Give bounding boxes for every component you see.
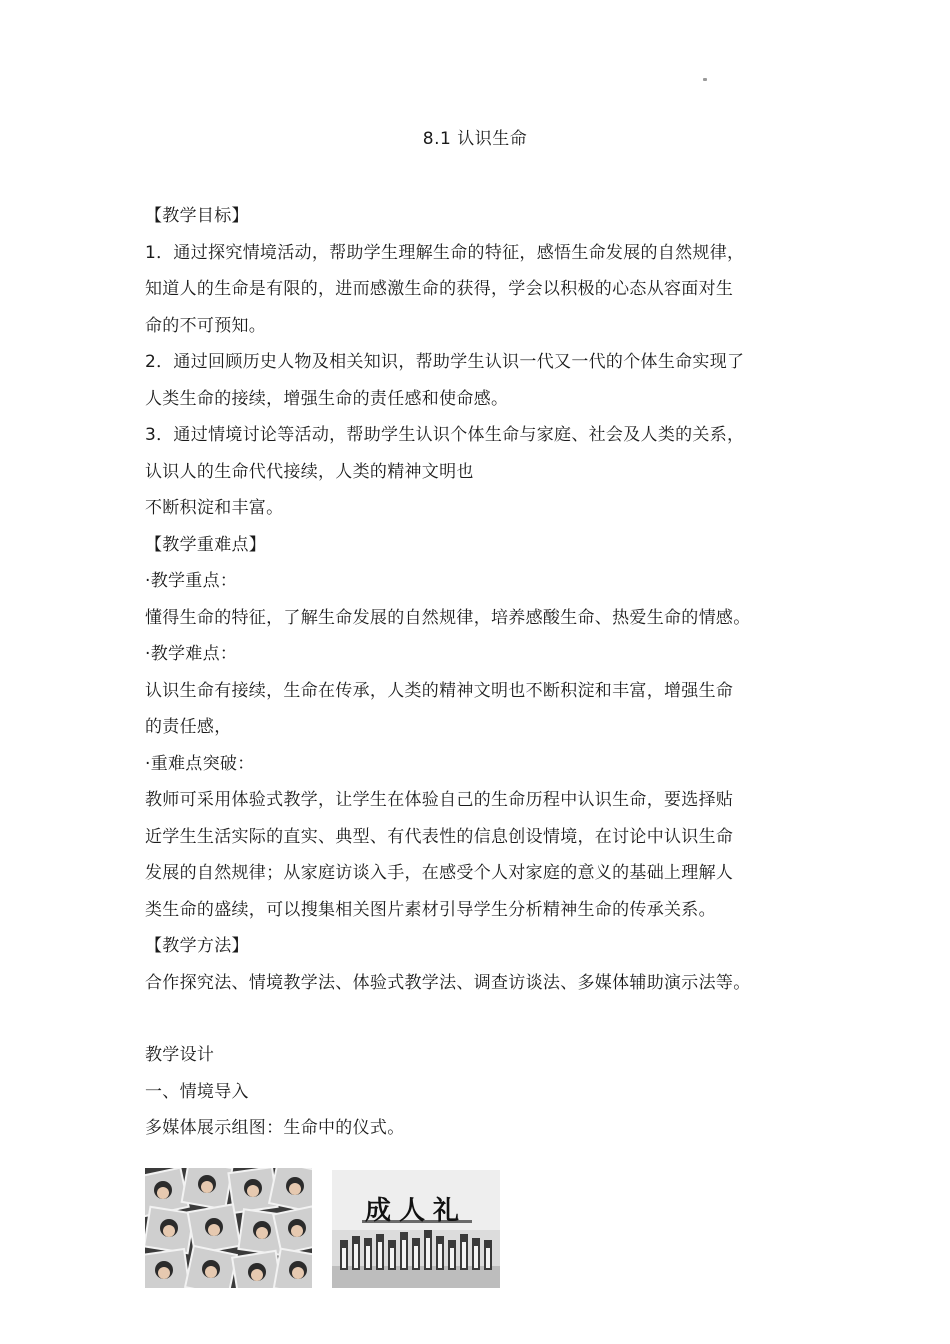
difficult-text-line-1: 认识生命有接续，生命在传承，人类的精神文明也不断积淀和丰富，增强生命 [145,680,734,701]
breakthrough-line-3: 发展的自然规律；从家庭访谈入手，在感受个人对家庭的意义的基础上理解人 [145,863,734,883]
difficult-label: ·教学难点： [145,644,238,664]
key-text: 懂得生命的特征，了解生命发展的自然规律，培养感酸生命、热爱生命的情感。 [145,607,751,628]
goal-1-line-2: 知道人的生命是有限的，进而感激生命的获得，学会以积极的心态从容面对生 [145,279,734,299]
methods-text: 合作探究法、情境教学法、体验式教学法、调查访谈法、多媒体辅助演示法等。 [145,972,751,993]
breakthrough-line-1: 教师可采用体验式教学，让学生在体验自己的生命历程中认识生命，要选择贴 [145,790,734,810]
methods-heading: 【教学方法】 [145,936,249,956]
goal-3-line-2: 认识人的生命代代接续，人类的精神文明也 [145,461,474,482]
key-label: ·教学重点： [145,571,238,591]
part1-heading: 一、情境导入 [145,1081,249,1102]
breakthrough-line-2: 近学生生活实际的直实、典型、有代表性的信息创设情境，在讨论中认识生命 [145,826,734,847]
goal-1-line-3: 命的不可预知。 [145,315,267,336]
goals-heading: 【教学目标】 [145,206,249,226]
design-heading: 教学设计 [145,1045,215,1065]
breakthrough-label: ·重难点突破： [145,753,255,774]
goal-2-line-2: 人类生命的接续，增强生命的责任感和使命感。 [145,388,509,409]
difficult-text-line-2: 的责任感， [145,717,232,737]
goal-2-line-1: 2．通过回顾历史人物及相关知识，帮助学生认识一代又一代的个体生命实现了 [145,352,745,372]
page-title: 8.1 认识生命 [422,129,528,149]
spacer [145,1001,810,1037]
goal-3-line-1: 3．通过情境讨论等活动，帮助学生认识个体生命与家庭、社会及人类的关系， [145,425,745,445]
part1-text: 多媒体展示组图：生命中的仪式。 [145,1118,405,1138]
figure-group [145,1168,505,1290]
keypoints-heading: 【教学重难点】 [145,534,267,555]
document-body [145,198,810,1147]
goal-3-line-3: 不断积淀和丰富。 [145,498,284,518]
goal-1-line-1: 1．通过探究情境活动，帮助学生理解生命的特征，感悟生命发展的自然规律， [145,242,745,263]
scan-dot [703,78,707,81]
ceremony-banner: 成人礼 [364,1196,467,1226]
children-photo-collage [145,1168,312,1288]
breakthrough-line-4: 类生命的盛续，可以搜集相关图片素材引导学生分析精神生命的传承关系。 [145,899,716,920]
coming-of-age-ceremony-photo [332,1170,500,1288]
